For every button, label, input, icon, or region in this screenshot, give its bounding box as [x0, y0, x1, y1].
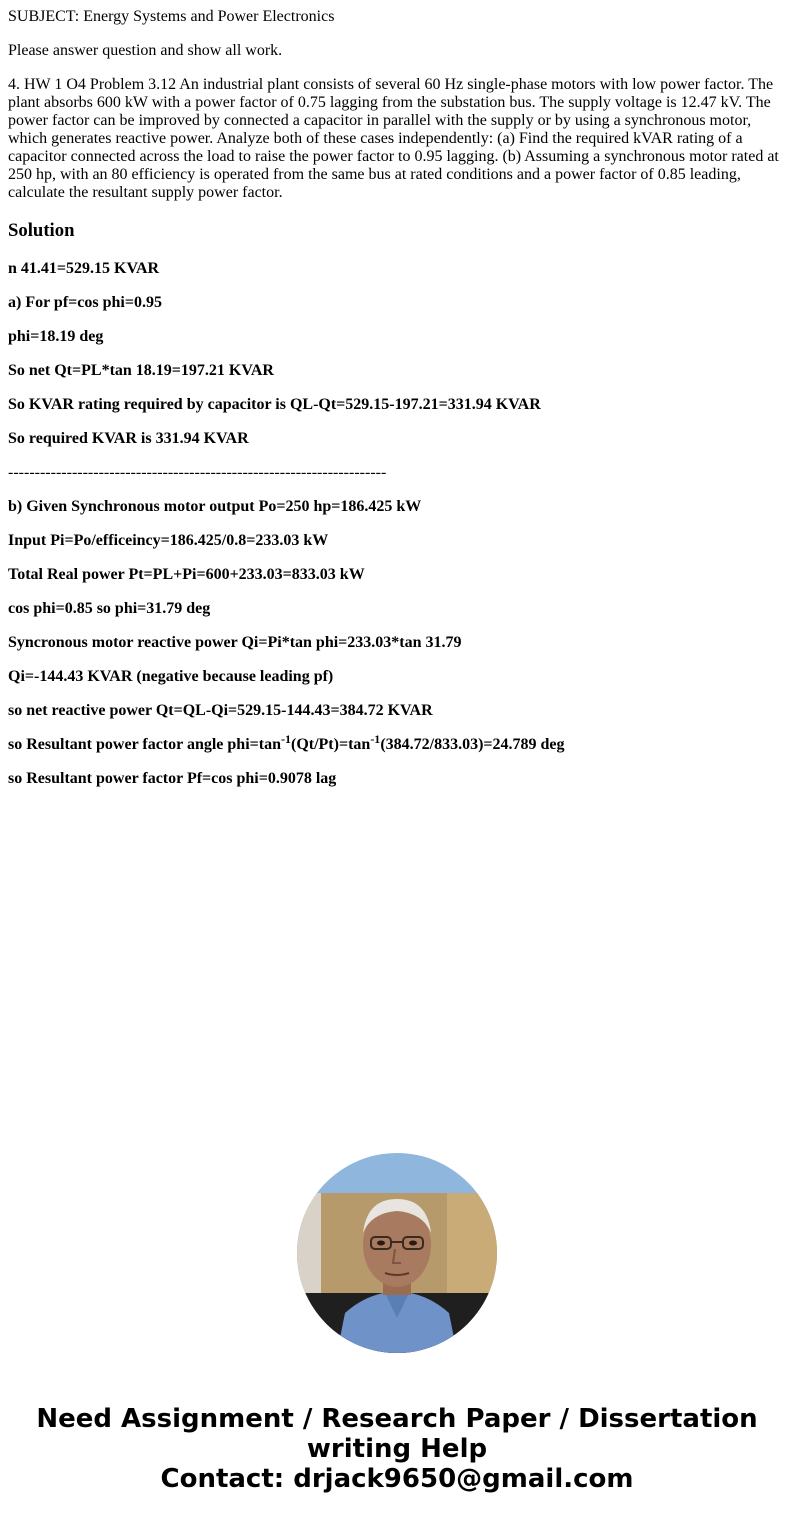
- inverse-superscript: -1: [280, 732, 291, 746]
- angle-text: so Resultant power factor angle phi=tan: [8, 736, 281, 753]
- avatar: [297, 1153, 497, 1353]
- solution-line: So net Qt=PL*tan 18.19=197.21 KVAR: [8, 362, 274, 379]
- solution-line: Qi=-144.43 KVAR (negative because leading pf): [8, 668, 334, 685]
- solution-line: a) For pf=cos phi=0.95: [8, 294, 162, 311]
- person-portrait-icon: [297, 1153, 497, 1353]
- solution-line: cos phi=0.85 so phi=31.79 deg: [8, 600, 211, 617]
- solution-line: n 41.41=529.15 KVAR: [8, 260, 160, 277]
- solution-line: so net reactive power Qt=QL-Qi=529.15-144.43=384.72 KVAR: [8, 702, 433, 719]
- solution-line: Syncronous motor reactive power Qi=Pi*tan phi=233.03*tan 31.79: [8, 634, 462, 651]
- solution-line: So required KVAR is 331.94 KVAR: [8, 430, 249, 447]
- final-answer-line: so Resultant power factor Pf=cos phi=0.9078 lag: [8, 770, 337, 787]
- footer-contact: Contact: drjack9650@gmail.com: [160, 1464, 634, 1494]
- instruction-line: Please answer question and show all work.: [8, 42, 283, 59]
- document-body: [8, 8, 786, 804]
- problem-statement: 4. HW 1 O4 Problem 3.12 An industrial plant consists of several 60 Hz single-phase motors with low power factor. The plant absorbs 600 kW with a power factor of 0.75 lagging from the substation bus. The supply voltage is 12.47 kV. The power factor can be improved by connected a capacitor in parallel with the supply or by using a synchronous motor, which generates reactive power. Analyze both of these cases independently: (a) Find the required kVAR rating of a capacitor connected across the load to raise the power factor to 0.95 lagging. (b) Assuming a synchronous motor rated at 250 hp, with an 80 efficiency is operated from the same bus at rated conditions and a power factor of 0.85 leading, calculate the resultant supply power factor.: [8, 76, 779, 201]
- subject-line: SUBJECT: Energy Systems and Power Electronics: [8, 8, 335, 25]
- solution-line: phi=18.19 deg: [8, 328, 104, 345]
- solution-line: So KVAR rating required by capacitor is QL-Qt=529.15-197.21=331.94 KVAR: [8, 396, 541, 413]
- solution-line: Total Real power Pt=PL+Pi=600+233.03=833.03 kW: [8, 566, 365, 583]
- solution-line: b) Given Synchronous motor output Po=250 hp=186.425 kW: [8, 498, 422, 515]
- footer-line: Need Assignment / Research Paper / Dissertation: [36, 1404, 758, 1434]
- solution-body: [8, 260, 786, 788]
- footer-line: writing Help: [306, 1434, 488, 1464]
- divider-line: -----------------------------------------------------------------------: [8, 464, 387, 481]
- angle-line: [8, 732, 786, 754]
- solution-line: Input Pi=Po/efficeincy=186.425/0.8=233.03 kW: [8, 532, 329, 549]
- footer-banner: [0, 1404, 794, 1494]
- angle-text: (Qt/Pt)=tan: [290, 736, 371, 753]
- inverse-superscript: -1: [370, 732, 381, 746]
- angle-text: (384.72/833.03)=24.789 deg: [380, 736, 565, 753]
- solution-heading: Solution: [8, 220, 75, 241]
